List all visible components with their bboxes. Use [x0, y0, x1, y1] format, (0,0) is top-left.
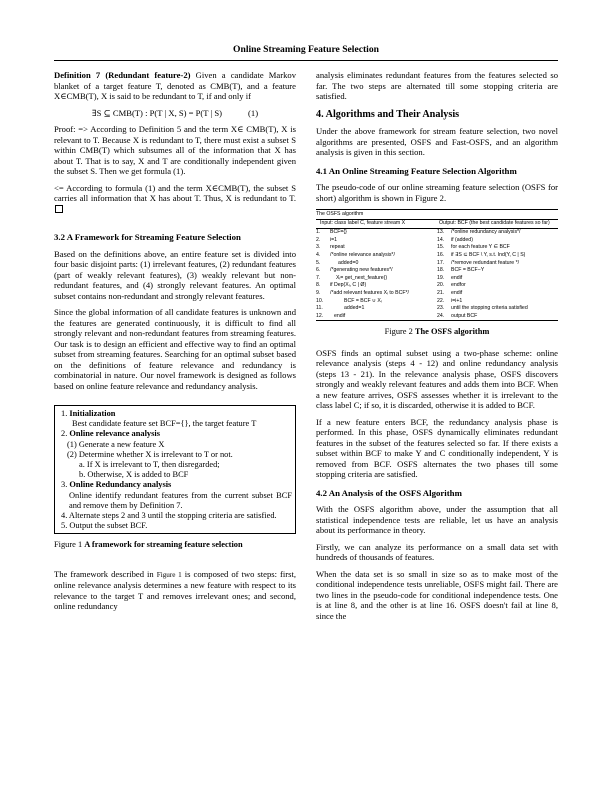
algorithm-line	[437, 237, 558, 245]
algorithm-line	[316, 244, 437, 252]
figure-2-caption	[316, 327, 558, 338]
framework-description-b: is composed of two steps: first, online relevance analysis determines a new feature with respect to its relevance to the target T and removes irrelevant ones; and second, online redundancy	[54, 568, 297, 612]
equation-1-body: ∃S ⊆ CMB(T) : P(T | X, S) = P(T | S)	[91, 107, 223, 118]
algorithm-line	[316, 252, 437, 260]
framework-step-3	[61, 480, 292, 490]
algorithm-line	[316, 282, 437, 290]
algorithm-line	[437, 260, 558, 268]
framework-step-3-title: Online Redundancy analysis	[69, 480, 172, 490]
osfs-algorithm	[316, 209, 558, 321]
line-number: 6.	[316, 267, 321, 274]
algorithm-input: Input: class label C, feature stream X	[320, 220, 406, 227]
proof-forward: Proof: => According to Definition 5 and the term X∈ CMB(T), X is relevant to T. Because X is redundant to T, there must exist a subset S within CMB(T) which subsumes all of the information that X has about T. That is to say, X and T are conditionally independent given the subset S. Then we get formula (1).	[54, 124, 296, 176]
algorithm-line	[437, 267, 558, 275]
line-text: i=i+1	[451, 297, 463, 304]
algorithm-left-lines	[316, 229, 437, 320]
algorithm-line	[437, 275, 558, 283]
line-number: 23.	[437, 305, 445, 312]
osfs-paragraph-1: OSFS finds an optimal subset using a two-phase scheme: online relevance analysis (steps 4 - 12) and online redundancy analysis (steps 13 - 21). In the relevance analysis phase, OSFS discovers strongly and weakly relevant features and adds them into BCF. When a new feature arrives, OSFS assesses whether it is irrelevant to the class label C; if so, it is discarded, otherwise it is added to BCF.	[316, 347, 558, 411]
line-number: 2.	[316, 236, 321, 243]
line-number: 10.	[316, 297, 324, 304]
line-text: endif	[334, 312, 346, 319]
framework-step-2	[61, 429, 292, 439]
framework-step-1-title: Initialization	[69, 409, 116, 418]
section-4-title: 4. Algorithms and Their Analysis	[316, 108, 460, 120]
definition-7-text: Given a candidate Markov blanket of a target feature T, denoted as CMB(T), and a feature X∈CMB(T), X is said to be redundant to T, if and only if	[54, 70, 296, 101]
equation-1-number: (1)	[248, 107, 259, 118]
framework-box	[54, 405, 296, 534]
algorithm-title: The OSFS algorithm	[316, 209, 558, 220]
line-number: 13.	[437, 229, 445, 236]
framework-step-1	[61, 409, 292, 419]
equation-1	[54, 108, 296, 119]
line-number: 11.	[316, 305, 323, 312]
line-number: 24.	[437, 312, 445, 319]
algorithm-line	[316, 313, 437, 321]
line-text: /*online redundancy analysis*/	[451, 229, 521, 236]
line-text: endif	[451, 289, 463, 296]
section-4-2-title: 4.2 An Analysis of the OSFS Algorithm	[316, 487, 462, 498]
line-text: Xᵢ= get_next_feature()	[336, 274, 388, 281]
line-number: 21.	[437, 289, 445, 296]
algorithm-line	[437, 229, 558, 237]
proof-backward-text: <= According to formula (1) and the term X∈CMB(T), the subset S carries all information that X has about T. Thus, X is redundant to T.	[54, 182, 296, 203]
line-number: 17.	[437, 259, 445, 266]
framework-step-2c: a. If X is irrelevant to T, then disregarded;	[79, 460, 220, 470]
figure-2-label: Figure 2	[384, 327, 415, 337]
algorithm-line	[437, 244, 558, 252]
line-text: output BCF	[451, 312, 478, 319]
right-column	[316, 70, 558, 627]
algorithm-line	[437, 252, 558, 260]
framework-description	[54, 569, 296, 612]
line-text: until the stopping criteria satisfied	[451, 305, 528, 312]
line-number: 4.	[316, 251, 321, 258]
algorithm-line	[437, 305, 558, 313]
framework-description-a: The framework described in	[54, 568, 157, 579]
framework-step-2a: (1) Generate a new feature X	[67, 439, 165, 449]
line-text: /*remove redundant feature */	[451, 259, 520, 266]
header-rule	[54, 60, 558, 61]
figure-1-reference: Figure 1	[156, 570, 182, 579]
line-text: if ∃S ⊆ BCF \ Y, s.t. Ind(Y, C | S)	[451, 251, 526, 258]
algorithm-line	[316, 298, 437, 306]
algorithm-line	[437, 282, 558, 290]
algorithm-line	[316, 305, 437, 313]
line-number: 19.	[437, 274, 445, 281]
algorithm-line	[316, 237, 437, 245]
algorithm-line	[437, 290, 558, 298]
algorithm-line	[316, 229, 437, 237]
line-number: 12.	[316, 312, 324, 319]
framework-step-2b: (2) Determine whether X is irrelevant to T or not.	[67, 449, 233, 459]
line-text: endfor	[451, 282, 466, 289]
framework-step-3a: Online identify redundant features from the current subset BCF and remove them by Definition 7.	[69, 490, 292, 510]
line-text: added=1	[344, 305, 365, 312]
framework-step-3-number: 3.	[61, 480, 70, 490]
line-text: i=1	[330, 236, 338, 243]
proof-backward	[54, 183, 296, 215]
section-3-2-paragraph-1: Based on the definitions above, an entire feature set is divided into four basic disjoint parts: (1) irrelevant features, (2) redundant features (part of weakly relevant features), (3) weakly relevant but non-redundant features, and (4) strongly relevant features. An optimal subset contains non-redundant and strongly relevant features.	[54, 248, 296, 301]
definition-7	[54, 70, 296, 102]
section-4-paragraph: Under the above framework for stream feature selection, two novel algorithms are presented, OSFS and Fast-OSFS, and an algorithm analysis is given in this section.	[316, 126, 558, 157]
algorithm-line	[437, 298, 558, 306]
line-text: BCF = BCF−Y	[451, 267, 485, 274]
framework-continued: analysis eliminates redundant features from the features selected so far. The two steps are alternated till some stopping criteria are satisfied.	[316, 70, 558, 101]
section-4-2-paragraph-3: When the data set is so small in size so as to make most of the conditional independence tests unreliable, OSFS might fail. There are two lines in the pseudo-code for conditional independence tests. One is at line 8, and the other is at line 16. OSFS doesn't fail at line 8, since the	[316, 568, 558, 621]
line-text: /*generating new features*/	[330, 267, 393, 274]
qed-square-icon	[55, 205, 63, 213]
figure-1-title: A framework for streaming feature selection	[84, 540, 243, 550]
framework-step-1a: Best candidate feature set BCF={}, the target feature T	[72, 419, 257, 429]
line-number: 8.	[316, 282, 321, 289]
algorithm-line	[316, 275, 437, 283]
line-text: for each feature Y ∈ BCF	[451, 244, 510, 251]
line-number: 18.	[437, 267, 445, 274]
line-text: endif	[451, 274, 463, 281]
line-text: BCF={}	[330, 229, 347, 236]
line-number: 15.	[437, 244, 445, 251]
framework-step-4: 4. Alternate steps 2 and 3 until the stopping criteria are satisfied.	[61, 511, 277, 521]
running-header: Online Streaming Feature Selection	[233, 44, 379, 55]
line-number: 16.	[437, 251, 445, 258]
figure-1-label: Figure 1	[54, 540, 85, 550]
definition-7-title: Definition 7 (Redundant feature-2)	[54, 70, 191, 80]
algorithm-io	[316, 220, 558, 230]
algorithm-output: Output: BCF (the best candidate features so far)	[439, 220, 550, 227]
line-number: 22.	[437, 297, 445, 304]
line-number: 3.	[316, 244, 321, 251]
line-number: 7.	[316, 274, 321, 281]
algorithm-line	[316, 267, 437, 275]
line-text: repeat	[330, 244, 345, 251]
osfs-paragraph-2: If a new feature enters BCF, the redundancy analysis phase is performed. In this phase, OSFS dynamically eliminates redundant features in the subset of the features selected so far. If there exists a subset within BCF to make Y and C conditionally independent, Y is removed from BCF. OSFS alternates the two phases till some stopping criteria are satisfied.	[316, 416, 558, 480]
line-text: added=0	[338, 259, 359, 266]
section-4-2-paragraph-1: With the OSFS algorithm above, under the assumption that all statistical independence tests are reliable, let us have an analysis about its performance in theory.	[316, 504, 558, 536]
figure-1-caption	[54, 540, 296, 551]
section-3-2-paragraph-2: Since the global information of all candidate features is unknown and the features are generated continuously, it is difficult to find all strongly relevant and non-redundant features from streaming features. Our task is to design an efficient and effective way to find an optimal subset from streaming features. Searching for an optimal subset based on the definitions of feature relevance and redundancy is combinatorial in nature. Our novel framework is designed as follows based on online feature relevance and redundancy analysis.	[54, 307, 296, 391]
section-4-1-title: 4.1 An Online Streaming Feature Selection Algorithm	[316, 165, 517, 176]
line-number: 9.	[316, 289, 321, 296]
algorithm-right-lines	[437, 229, 558, 320]
line-number: 5.	[316, 259, 321, 266]
line-text: if (added)	[451, 236, 473, 243]
line-number: 14.	[437, 236, 445, 243]
line-number: 20.	[437, 282, 445, 289]
algorithm-line	[437, 313, 558, 321]
line-number: 1.	[316, 229, 321, 236]
left-column	[54, 70, 296, 618]
algorithm-body	[316, 229, 558, 321]
section-3-2-title: 3.2 A Framework for Streaming Feature Selection	[54, 232, 241, 242]
framework-step-5: 5. Output the subset BCF.	[61, 521, 148, 531]
algorithm-line	[316, 290, 437, 298]
line-text: /*add relevant features Xᵢ to BCF*/	[330, 289, 409, 296]
framework-step-2d: b. Otherwise, X is added to BCF	[79, 470, 189, 480]
figure-2-title: The OSFS algorithm	[414, 327, 490, 337]
algorithm-line	[316, 260, 437, 268]
line-text: BCF = BCF ∪ Xᵢ	[344, 297, 382, 304]
section-4-2-paragraph-2: Firstly, we can analyze its performance on a small data set with hundreds of thousands of features.	[316, 541, 558, 563]
section-4-1-paragraph: The pseudo-code of our online streaming feature selection (OSFS for short) algorithm is shown in Figure 2.	[316, 182, 558, 203]
framework-step-1-number: 1.	[61, 409, 70, 418]
line-text: /*online relevance analysis*/	[330, 251, 395, 258]
framework-step-2-title: Online relevance analysis	[69, 429, 160, 439]
line-text: if Dep(Xᵢ, C | Ø)	[330, 282, 367, 289]
framework-step-2-number: 2.	[61, 429, 70, 439]
